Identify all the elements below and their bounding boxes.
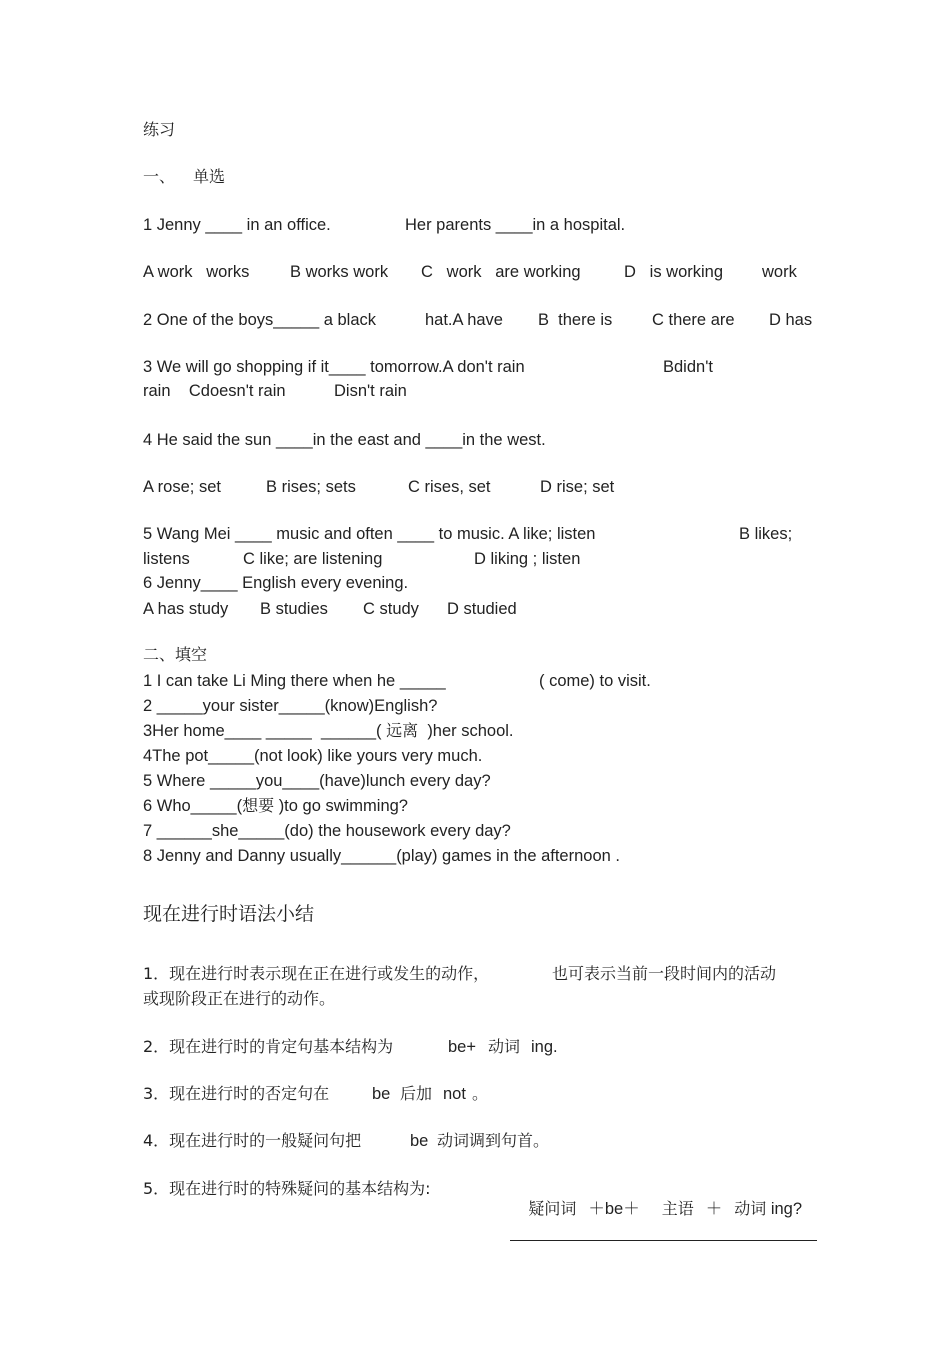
question-2-option-d: D has (769, 311, 813, 329)
fill-7: 7 ______she_____(do) the housework every day? (143, 822, 511, 840)
question-4-option-c: C rises, set (408, 478, 491, 496)
formula-ing: ing? (770, 1200, 803, 1218)
grammar-point-4-a: 4．现在进行时的一般疑问句把 (143, 1131, 362, 1150)
grammar-point-1-c: 或现阶段正在进行的动作。 (143, 989, 336, 1008)
formula-question-word: 疑问词 (528, 1199, 577, 1218)
fill-3-a: 3Her home____ _____ ______( (143, 722, 382, 740)
question-3-option-c: rain Cdoesn't rain (143, 382, 286, 400)
formula-be: ＋be＋ (588, 1200, 640, 1218)
question-4-option-b: B rises; sets (266, 478, 356, 496)
fill-1-b: ( come) to visit. (539, 672, 651, 690)
fill-6-c: )to go swimming? (278, 797, 408, 815)
grammar-point-2-d: ing. (531, 1038, 558, 1056)
page-title: 练习 (143, 120, 176, 139)
fill-3-hint: 远离 (386, 721, 419, 740)
question-1-stem-a: 1 Jenny ____ in an office. (143, 216, 331, 234)
question-2-option-a: hat.A have (425, 311, 503, 329)
grammar-point-1-b: 也可表示当前一段时间内的活动 (552, 964, 777, 983)
grammar-point-3-e: 。 (472, 1084, 489, 1103)
grammar-point-2-c: 动词 (488, 1037, 521, 1056)
fill-2: 2 _____your sister_____(know)English? (143, 697, 438, 715)
question-3-stem: 3 We will go shopping if it____ tomorrow.A don't rain (143, 358, 525, 376)
question-4-option-a: A rose; set (143, 478, 221, 496)
grammar-point-3-c: 后加 (400, 1084, 433, 1103)
grammar-point-4-c: 动词调到句首。 (437, 1131, 550, 1150)
grammar-heading: 现在进行时语法小结 (143, 903, 315, 925)
question-4-option-d: D rise; set (540, 478, 615, 496)
grammar-point-2-b: be+ (448, 1038, 476, 1056)
question-2-stem: 2 One of the boys_____ a black (143, 311, 376, 329)
grammar-point-5-formula (510, 1179, 817, 1241)
question-1-option-a: A work works (143, 263, 250, 281)
question-1-option-c: C work are working (421, 263, 581, 281)
question-6-option-a: A has study (143, 600, 229, 618)
fill-6-a: 6 Who_____( (143, 797, 243, 815)
question-5-stem: 5 Wang Mei ____ music and often ____ to music. A like; listen (143, 525, 596, 543)
fill-6-hint: 想要 (242, 796, 275, 815)
formula-plus: ＋ (705, 1200, 723, 1218)
grammar-point-3-a: 3．现在进行时的否定句在 (143, 1084, 330, 1103)
question-5-option-b-cont: listens (143, 550, 190, 568)
section2-heading: 二、填空 (143, 645, 208, 664)
question-3-option-b: Bdidn't (663, 358, 713, 376)
grammar-point-3-d: not (443, 1085, 466, 1103)
fill-4: 4The pot_____(not look) like yours very much. (143, 747, 483, 765)
question-6-option-c: C study (363, 600, 419, 618)
question-6-option-b: B studies (260, 600, 328, 618)
formula-subject: 主语 (661, 1199, 694, 1218)
grammar-point-3-b: be (372, 1085, 391, 1103)
question-2-option-b: B there is (538, 311, 613, 329)
section1-heading-number: 一、 (143, 167, 176, 186)
question-1-option-d-cont: work (762, 263, 797, 281)
question-5-option-b: B likes; (739, 525, 793, 543)
question-6-stem: 6 Jenny____ English every evening. (143, 574, 409, 592)
question-2-option-c: C there are (652, 311, 735, 329)
fill-3 (143, 721, 514, 741)
question-1-stem-b: Her parents ____in a hospital. (405, 216, 626, 234)
question-1-option-b: B works work (290, 263, 389, 281)
grammar-point-5-a: 5．现在进行时的特殊疑问的基本结构为: (143, 1179, 431, 1198)
fill-8: 8 Jenny and Danny usually______(play) games in the afternoon . (143, 847, 620, 865)
grammar-point-1-a: 1．现在进行时表示现在正在进行或发生的动作， (143, 964, 490, 983)
question-6-option-d: D studied (447, 600, 517, 618)
question-1-option-d: D is working (624, 263, 724, 281)
section1-heading: 单选 (193, 167, 226, 186)
fill-3-c: )her school. (427, 722, 514, 740)
question-3-option-d: Disn't rain (334, 382, 407, 400)
grammar-point-4-b: be (410, 1132, 429, 1150)
formula-verb: 动词 (734, 1199, 767, 1218)
fill-5: 5 Where _____you____(have)lunch every day? (143, 772, 491, 790)
fill-6 (143, 796, 408, 816)
question-5-option-c: C like; are listening (243, 550, 383, 568)
fill-1-a: 1 I can take Li Ming there when he _____ (143, 672, 446, 690)
grammar-point-2-a: 2．现在进行时的肯定句基本结构为 (143, 1037, 394, 1056)
question-4-stem: 4 He said the sun ____in the east and ____in the west. (143, 431, 546, 449)
question-5-option-d: D liking ; listen (474, 550, 581, 568)
